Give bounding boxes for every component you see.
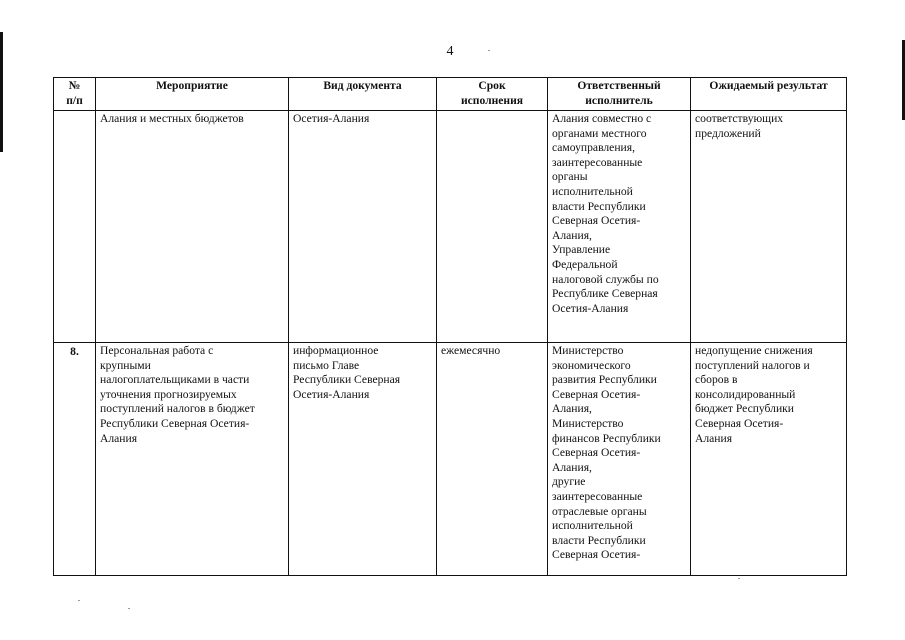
cell-line: органами местного: [552, 126, 647, 140]
cell-executor: [548, 343, 691, 576]
cell-line: Управление: [552, 243, 611, 257]
header-term: [437, 78, 548, 111]
cell-line: Министерство: [552, 416, 624, 430]
cell-line: Северная Осетия-: [552, 446, 641, 460]
page-number: 4: [446, 44, 454, 59]
header-term-line: Срок: [478, 79, 506, 92]
cell-line: соответствующих: [695, 112, 784, 125]
cell-line: Республики Северная Осетия-: [100, 416, 250, 430]
cell-line: Осетия-Алания: [552, 301, 629, 315]
header-result: Ожидаемый результат: [691, 78, 847, 111]
cell-line: Министерство: [552, 344, 624, 357]
header-num-line: №: [68, 79, 81, 92]
cell-line: развития Республики: [552, 373, 657, 387]
events-table: [53, 77, 847, 576]
cell-line: Республике Северная: [552, 287, 658, 301]
cell-line: информационное: [293, 344, 379, 357]
cell-line: Северная Осетия-: [695, 416, 784, 430]
cell-line: Алания,: [552, 228, 592, 242]
header-term-line: исполнения: [460, 93, 524, 107]
scan-speck: [488, 50, 490, 51]
cell-event: [96, 343, 289, 576]
cell-line: налогоплательщиками в части: [100, 373, 250, 387]
table-header: [54, 78, 847, 111]
cell-line: Алания: [695, 431, 733, 445]
cell-line: заинтересованные: [552, 489, 643, 503]
cell-term: ежемесячно: [437, 343, 548, 576]
cell-result: [691, 111, 847, 343]
cell-line: экономического: [552, 358, 631, 372]
header-num: [54, 78, 96, 111]
cell-line: уточнения прогнозируемых: [100, 387, 237, 401]
cell-line: Северная Осетия-: [552, 214, 641, 228]
cell-line: крупными: [100, 358, 151, 372]
cell-line: исполнительной: [552, 519, 633, 533]
table-body: [54, 111, 847, 576]
cell-line: Осетия-Алания: [293, 112, 370, 125]
cell-line: Северная Осетия-: [552, 387, 641, 401]
header-num-line: п/п: [66, 93, 83, 107]
cell-line: Алания: [100, 431, 138, 445]
cell-doc-type: [289, 343, 437, 576]
header-executor: [548, 78, 691, 111]
cell-line: финансов Республики: [552, 431, 661, 445]
cell-line: предложений: [695, 126, 761, 140]
cell-line: недопущение снижения: [695, 344, 813, 357]
header-event: Мероприятие: [96, 78, 289, 111]
cell-line: Алания совместно с: [552, 112, 652, 125]
cell-line: органы: [552, 170, 588, 184]
cell-line: налоговой службы по: [552, 272, 659, 286]
cell-line: консолидированный: [695, 387, 796, 401]
cell-line: отраслевые органы: [552, 504, 647, 518]
cell-line: Осетия-Алания: [293, 387, 370, 401]
cell-result: [691, 343, 847, 576]
cell-line: самоуправления,: [552, 141, 635, 155]
cell-line: власти Республики: [552, 199, 646, 213]
header-doc-type: Вид документа: [289, 78, 437, 111]
header-executor-line: исполнитель: [585, 93, 653, 107]
cell-line: власти Республики: [552, 533, 646, 547]
cell-line: Республики Северная: [293, 373, 401, 387]
cell-line: заинтересованные: [552, 155, 643, 169]
scan-edge-left: [0, 32, 3, 152]
cell-event: [96, 111, 289, 343]
cell-line: Алания и местных бюджетов: [100, 112, 244, 125]
cell-term: [437, 111, 548, 343]
cell-executor: [548, 111, 691, 343]
cell-line: Персональная работа с: [100, 344, 214, 357]
scan-speck: [738, 578, 740, 579]
cell-line: исполнительной: [552, 184, 633, 198]
cell-line: Северная Осетия-: [552, 548, 641, 562]
cell-line: письмо Главе: [293, 358, 360, 372]
table-row: [54, 343, 847, 576]
cell-line: Федеральной: [552, 257, 618, 271]
cell-line: другие: [552, 475, 586, 489]
cell-num: [54, 111, 96, 343]
cell-num: 8.: [54, 343, 96, 576]
header-executor-line: Ответственный: [577, 79, 661, 92]
cell-line: поступлений налогов и: [695, 358, 810, 372]
scan-speck: [128, 608, 130, 609]
cell-line: поступлений налогов в бюджет: [100, 402, 255, 416]
table-row: [54, 111, 847, 343]
header-row: [54, 78, 847, 111]
cell-line: бюджет Республики: [695, 402, 794, 416]
scan-speck: [78, 600, 80, 601]
cell-line: Алания,: [552, 460, 592, 474]
cell-line: сборов в: [695, 373, 738, 387]
cell-doc-type: [289, 111, 437, 343]
cell-line: Алания,: [552, 402, 592, 416]
